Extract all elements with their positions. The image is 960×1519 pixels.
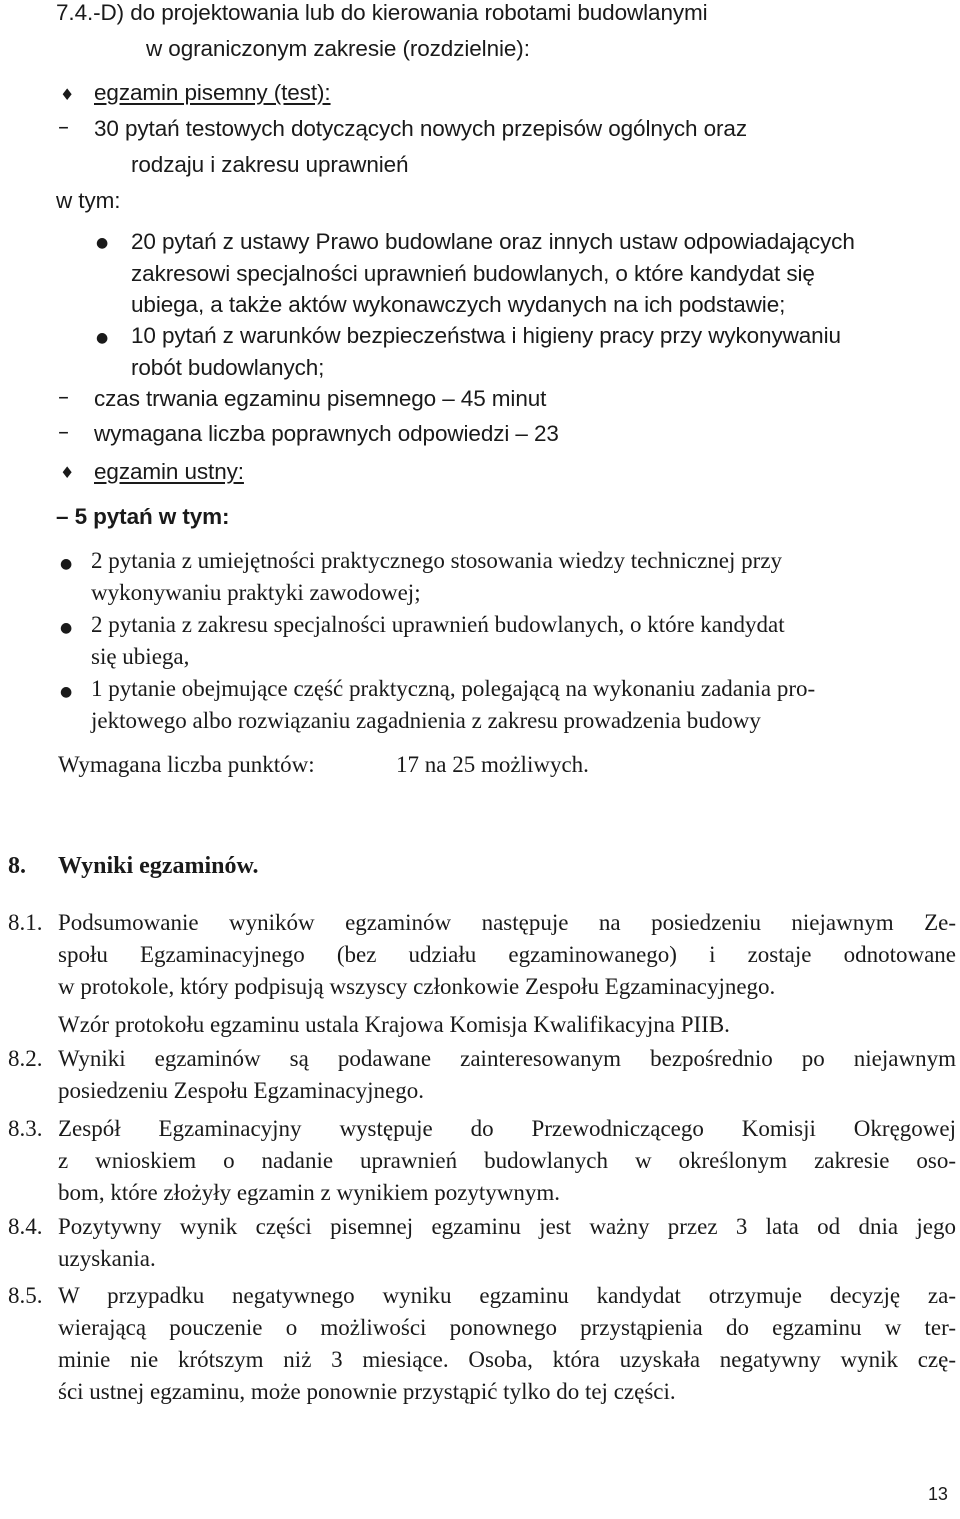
heading-line-1: 7.4.-D) do projektowania lub do kierowania robotami budowlanymi [56,0,708,25]
bullet-1-line-3: ubiega, a także aktów wykonawczych wydanych na ich podstawie; [131,292,786,317]
bullet-2-line-2: robót budowlanych; [131,355,325,380]
exam-duration: czas trwania egzaminu pisemnego – 45 minut [94,386,547,411]
q30-line-1: 30 pytań testowych dotyczących nowych przepisów ogólnych oraz [94,116,747,141]
item-8-5-line-4: ści ustnej egzaminu, może ponownie przystąpić tylko do tej części. [58,1379,676,1404]
item-8-3-line-2: z wnioskiem o nadanie uprawnień budowlanych w określonym zakresie oso- [58,1148,956,1173]
bullet-2-line-1: 10 pytań z warunków bezpieczeństwa i higieny pracy przy wykonywaniu [131,323,841,348]
dash-bullet-icon: – [58,385,69,410]
dot-bullet-icon: ● [60,556,73,572]
oral-2-line-2: się ubiega, [91,644,190,669]
item-8-5-line-3: minie nie krótszym niż 3 miesiące. Osoba, która uzyskała negatywny wynik czę- [58,1347,956,1372]
oral-1-line-2: wykonywaniu praktyki zawodowej; [91,580,421,605]
w-tym-label: w tym: [56,188,121,213]
dash-bullet-icon: – [58,420,69,445]
item-8-3-line-3: bom, które złożyły egzamin z wynikiem pozytywnym. [58,1180,561,1205]
points-value: 17 na 25 możliwych. [396,752,589,777]
points-label: Wymagana liczba punktów: [58,752,315,777]
q30-line-2: rodzaju i zakresu uprawnień [131,152,409,177]
item-8-5-line-2: wierającą pouczenie o możliwości ponownego przystąpienia do egzaminu w ter- [58,1315,956,1340]
item-8-2-line-2: posiedzeniu Zespołu Egzaminacyjnego. [58,1078,424,1103]
oral-3-line-2: jektowego albo rozwiązaniu zagadnienia z zakresu prowadzenia budowy [91,708,761,733]
item-8-3-line-1: Zespół Egzaminacyjny występuje do Przewodniczącego Komisji Okręgowej [58,1116,956,1141]
item-8-2-line-1: Wyniki egzaminów są podawane zainteresowanym bezpośrednio po niejawnym [58,1046,956,1071]
item-8-1-line-1: Podsumowanie wyników egzaminów następuje na posiedzeniu niejawnym Ze- [58,910,956,935]
dot-bullet-icon: ● [60,684,73,700]
oral-1-line-1: 2 pytania z umiejętności praktycznego stosowania wiedzy technicznej przy [91,548,783,573]
bullet-1-line-2: zakresowi specjalności uprawnień budowlanych, o które kandydat się [131,261,815,286]
item-8-1-line-2: społu Egzaminacyjnego (bez udziału egzaminowanego) i zostaje odnotowane [58,942,956,967]
diamond-bullet-icon: ♦ [60,85,75,104]
five-questions-label: – 5 pytań w tym: [56,504,230,529]
diamond-bullet-icon: ♦ [60,463,75,482]
heading-line-2: w ograniczonym zakresie (rozdzielnie): [146,36,530,61]
dot-bullet-icon: ● [60,620,73,636]
item-8-1-number: 8.1. [8,910,43,935]
item-8-4-line-1: Pozytywny wynik części pisemnej egzaminu jest ważny przez 3 lata od dnia jego [58,1214,956,1239]
item-8-5-number: 8.5. [8,1283,43,1308]
item-8-4-line-2: uzyskania. [58,1246,156,1271]
item-8-1-line-3: w protokole, który podpisują wszyscy członkowie Zespołu Egzaminacyjnego. [58,974,776,999]
dot-bullet-icon: ● [96,330,109,346]
bullet-1-line-1: 20 pytań z ustawy Prawo budowlane oraz innych ustaw odpowiadających [131,229,855,254]
dash-bullet-icon: – [58,115,69,140]
oral-3-line-1: 1 pytanie obejmujące część praktyczną, polegającą na wykonaniu zadania pro- [91,676,816,701]
oral-2-line-1: 2 pytania z zakresu specjalności uprawnień budowlanych, o które kandydat [91,612,785,637]
required-correct-answers: wymagana liczba poprawnych odpowiedzi – 23 [94,421,559,446]
page-number: 13 [928,1484,948,1504]
dot-bullet-icon: ● [96,235,109,251]
item-8-1-line-4: Wzór protokołu egzaminu ustala Krajowa Komisja Kwalifikacyjna PIIB. [58,1012,730,1037]
written-exam-label: egzamin pisemny (test): [94,80,331,105]
item-8-2-number: 8.2. [8,1046,43,1071]
item-8-4-number: 8.4. [8,1214,43,1239]
section-8-title: Wyniki egzaminów. [58,853,259,879]
section-8-number: 8. [8,853,26,879]
item-8-3-number: 8.3. [8,1116,43,1141]
oral-exam-label: egzamin ustny: [94,459,244,484]
item-8-5-line-1: W przypadku negatywnego wyniku egzaminu kandydat otrzymuje decyzję za- [58,1283,956,1308]
